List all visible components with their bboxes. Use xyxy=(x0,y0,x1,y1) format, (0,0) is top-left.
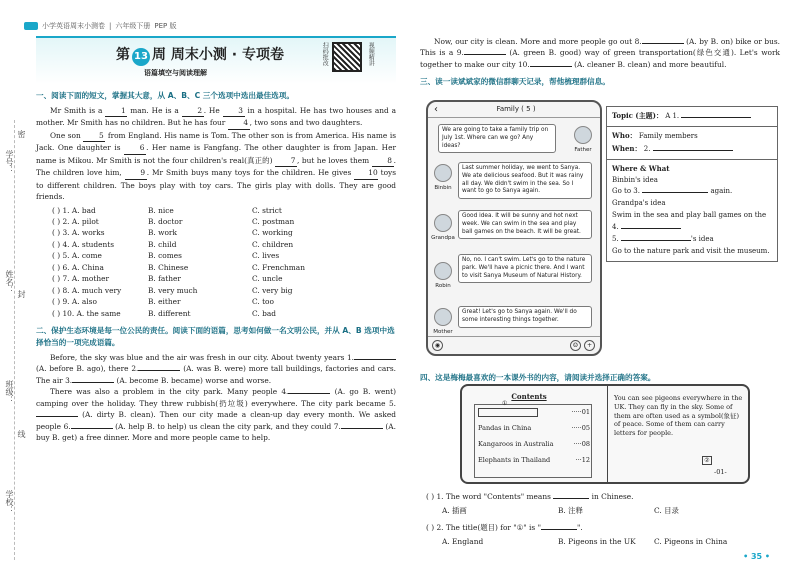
answer-blank-2[interactable] xyxy=(653,150,733,151)
blank-env-5[interactable] xyxy=(36,416,78,417)
option-a[interactable]: ( ) 8. A. much very xyxy=(52,285,122,295)
avatar xyxy=(434,308,452,326)
blank-8[interactable]: 8 xyxy=(372,155,394,167)
option-b[interactable]: B. father xyxy=(148,274,181,284)
blank-9[interactable]: 9 xyxy=(125,167,147,179)
chat-header xyxy=(428,102,600,118)
circle-2-label: ② xyxy=(702,456,712,465)
video-label: 视频精讲 xyxy=(367,42,375,66)
student-id-label: 学号： xyxy=(5,150,14,174)
chat-message: We are going to take a family trip on July 1st. Where can we go? Any ideas? xyxy=(438,124,556,153)
scan-label: 扫码批改 xyxy=(321,42,329,66)
blank-5[interactable]: 5 xyxy=(83,130,105,142)
blank-4[interactable]: 4 xyxy=(228,117,250,129)
week-badge: 13 xyxy=(132,48,150,66)
answer-blank-5[interactable] xyxy=(621,240,691,241)
passage1-para2: One son 5 from England. His name is Tom. The other son is from America. His name is Jack. One daughter is 6 . Her name is Fangfang. The other daughter is from Japan. Her name is Mikou. Mr Smith is not the four children's real(真正的) 7 , but he loves them 8 . The children love him, 9 . Mr Smith buys many toys for the children. He gives 10 toys to different children. The boys play with toy cars. The girls play with dolls. They are good friends. xyxy=(36,130,396,202)
option-a[interactable]: ( ) 10. A. the same xyxy=(52,308,121,318)
page-number: • 35 • xyxy=(743,552,770,561)
voice-icon[interactable]: ◉ xyxy=(432,340,443,351)
option-b[interactable]: B. nice xyxy=(148,205,174,215)
book-page-text: You can see pigeons everywhere in the UK. They can fly in the sky. Some of them are often used as a symbol(象征) of peace. Some of them can carry letters for people. xyxy=(614,394,743,438)
section4-questions xyxy=(426,492,786,546)
blank-env-4[interactable] xyxy=(288,393,330,394)
chat-message: No, no. I can't swim. Let's go to the nature park. We'll have a picnic there. And I want to visit Sanya Museum of Natural History. xyxy=(458,254,592,283)
name-label: 姓名： xyxy=(5,270,14,294)
blank-env-1[interactable] xyxy=(354,359,396,360)
avatar-name: Robin xyxy=(435,283,451,289)
info-table xyxy=(606,106,778,262)
option-c[interactable]: C. lives xyxy=(252,251,280,261)
book-page-number: -01- xyxy=(714,468,727,476)
qr-code-icon[interactable] xyxy=(332,42,362,72)
option-a[interactable]: ( ) 6. A. China xyxy=(52,262,104,272)
right-page xyxy=(420,36,780,566)
option-c[interactable]: C. postman xyxy=(252,216,295,226)
who-when-row: Who： Family members When： 2. xyxy=(607,127,777,160)
chat-message: Great! Let's go to Sanya again. We'll do some interesting things together. xyxy=(458,306,592,328)
avatar xyxy=(434,164,452,182)
book-spine xyxy=(607,386,608,482)
chat-title: Family ( 5 ) xyxy=(496,105,536,114)
avatar-name: Grandpa xyxy=(431,235,455,241)
blank-env-3[interactable] xyxy=(72,382,114,383)
option-a[interactable]: ( ) 4. A. students xyxy=(52,239,115,249)
avatar xyxy=(434,214,452,232)
passage2-para1: Before, the sky was blue and the air was fresh in our city. About twenty years 1. (A. before B. ago), there 2. (A. was B. were) more tall buildings, factories and cars. The air 3. (A. become B. became) worse and worse. xyxy=(36,352,396,385)
passage2-para2: There was also a problem in the city park. Many people 4. (A. go B. went) camping over the holiday. They threw rubbish(扔垃圾) everywhere. The city park became 5. (A. dirty B. clean). Then our city made a clean-up day every month. We asked people 6. (A. help B. to help) us clean the city park, and they could 7. (A. buy B. get) a free dinner. More and more people came to help. xyxy=(36,387,396,443)
contents-title: Contents xyxy=(511,392,547,401)
option-c[interactable]: C. strict xyxy=(252,205,282,215)
passage2-para3: Now, our city is clean. More and more people go out 8. (A. by B. on) bike or bus. This is a 9. (A. green B. good) way of green transportation(绿色交通). Let's work together to make our city 10. (A. cleaner B. clean) and more beautiful. xyxy=(420,37,780,69)
cut-line xyxy=(14,120,15,560)
option-a[interactable]: ( ) 2. A. pilot xyxy=(52,216,99,226)
question-1-blank[interactable] xyxy=(553,498,589,499)
answer-blank-4[interactable] xyxy=(621,228,681,229)
option-c[interactable]: C. children xyxy=(252,239,294,249)
series-label: 小学英语周末小测卷 xyxy=(42,22,105,30)
blank-env-6[interactable] xyxy=(71,428,113,429)
blank-3[interactable]: 3 xyxy=(223,105,245,117)
blank-7[interactable]: 7 xyxy=(275,155,297,167)
blank-env-8[interactable] xyxy=(642,43,684,44)
answer-blank-3[interactable] xyxy=(642,192,708,193)
seal-label: 线 xyxy=(17,430,26,438)
edition-label: PEP 版 xyxy=(154,22,177,30)
seal-label: 封 xyxy=(17,290,26,298)
chat-message: Last summer holiday, we went to Sanya. We ate delicious seafood. But it was rainy all day. We didn't swim in the sea. So I want to go to Sanya again. xyxy=(458,162,592,199)
grade-label: 六年级下册 xyxy=(115,22,151,30)
option-a[interactable]: ( ) 9. A. also xyxy=(52,297,97,307)
question-2-blank[interactable] xyxy=(541,529,577,530)
brand-logo-icon xyxy=(24,22,38,30)
contents-row: ·····01 xyxy=(478,408,590,417)
section2-title: 二、保护生态环境是每一位公民的责任。阅读下面的语篇，思考如何做一名文明公民，并从 A、B 选项中选择恰当的一项完成语篇。 xyxy=(36,326,395,347)
avatar-name: Father xyxy=(574,147,592,153)
question-2-options xyxy=(426,537,786,546)
section3-title: 三、读一读斌斌家的微信群聊天记录，帮他梳理群信息。 xyxy=(420,77,610,87)
header-strip: 小学英语周末小测卷 | 六年级下册 PEP 版 xyxy=(24,20,176,32)
topic-row: Topic (主题)： A 1. xyxy=(607,107,777,127)
passage1-para1: Mr Smith is a 1 man. He is a 2 . He 3 in a hospital. He has two houses and a mother. Mr Smith has no children. But he has four 4 , two sons and two daughters. xyxy=(36,105,396,130)
option-c[interactable]: C. 目录 xyxy=(654,506,679,515)
plus-icon[interactable]: + xyxy=(584,340,595,351)
option-b[interactable]: B. doctor xyxy=(148,216,183,226)
option-a[interactable]: ( ) 1. A. bad xyxy=(52,205,96,215)
blank-env-7[interactable] xyxy=(341,428,383,429)
blank-title-box xyxy=(478,408,538,417)
school-label: 学校： xyxy=(5,490,14,514)
question-2: ( ) 2. The title(题目) for "①" is " ". xyxy=(426,523,583,532)
book-illustration xyxy=(460,384,750,484)
option-c[interactable]: C. very big xyxy=(252,285,293,295)
contents-row: Pandas in China ·····05 xyxy=(478,424,590,432)
section4-title: 四、这是梅梅最喜欢的一本课外书的内容，请阅读并选择正确的答案。 xyxy=(420,373,656,382)
circle-1-label: ① xyxy=(502,400,508,407)
option-c[interactable]: C. uncle xyxy=(252,274,283,284)
option-b[interactable]: B. work xyxy=(148,228,177,238)
option-a[interactable]: A. England xyxy=(442,537,484,546)
options-grid xyxy=(36,205,396,320)
left-page xyxy=(36,36,396,566)
option-b[interactable]: B. Pigeons in the UK xyxy=(558,537,636,546)
contents-row: Kangaroos in Australia ····08 xyxy=(478,440,590,448)
option-a[interactable]: A. 插画 xyxy=(442,506,467,515)
avatar xyxy=(574,126,592,144)
question-1-options xyxy=(426,505,786,516)
blank-6[interactable]: 6 xyxy=(124,142,146,154)
option-b[interactable]: B. different xyxy=(148,308,191,318)
question-1: ( ) 1. The word "Contents" means in Chinese. xyxy=(426,492,634,501)
answer-blank-1[interactable] xyxy=(681,117,751,118)
blank-2[interactable]: 2 xyxy=(182,105,204,117)
back-chevron-icon[interactable]: ‹ xyxy=(434,103,438,115)
option-b[interactable]: B. 注释 xyxy=(558,506,583,515)
banner-subtitle: 语篇填空与阅读理解 xyxy=(144,69,207,77)
blank-env-10[interactable] xyxy=(530,66,572,67)
option-c[interactable]: C. Frenchman xyxy=(252,262,305,272)
option-b[interactable]: B. Chinese xyxy=(148,262,189,272)
where-what-row: Where & What Binbin's idea Go to 3. again. Grandpa's idea Swim in the sea and play ball games on the 4. 5. 's idea Go to the nature park and visit the museum. xyxy=(612,163,770,255)
chat-input-bar[interactable] xyxy=(428,336,600,354)
class-label: 班级： xyxy=(5,380,14,404)
banner-title: 第 13 周 周末小测 · 专项卷 xyxy=(116,45,284,67)
option-b[interactable]: B. child xyxy=(148,239,177,249)
option-c[interactable]: C. too xyxy=(252,297,274,307)
option-b[interactable]: B. either xyxy=(148,297,181,307)
option-c[interactable]: C. working xyxy=(252,228,293,238)
blank-1[interactable]: 1 xyxy=(105,105,127,117)
option-a[interactable]: ( ) 3. A. works xyxy=(52,228,105,238)
section1-title: 一、阅读下面的短文，掌握其大意，从 A、B、C 三个选项中选出最佳选项。 xyxy=(36,91,294,100)
blank-env-9[interactable] xyxy=(464,54,506,55)
seal-label: 密 xyxy=(17,130,26,138)
avatar-name: Mother xyxy=(433,329,453,335)
contents-row: Elephants in Thailand ···12 xyxy=(478,456,590,464)
option-b[interactable]: B. very much xyxy=(148,285,198,295)
chat-message: Good idea. It will be sunny and hot next week. We can swim in the sea and play ball games on the beach. It will be great. xyxy=(458,210,592,239)
option-b[interactable]: B. comes xyxy=(148,251,182,261)
blank-env-2[interactable] xyxy=(138,370,180,371)
binding-margin xyxy=(0,0,26,576)
option-a[interactable]: ( ) 7. A. mother xyxy=(52,274,109,284)
avatar xyxy=(434,262,452,280)
wechat-window xyxy=(426,100,602,356)
option-c[interactable]: C. Pigeons in China xyxy=(654,537,728,546)
option-a[interactable]: ( ) 5. A. come xyxy=(52,251,102,261)
blank-10[interactable]: 10 xyxy=(354,167,377,179)
avatar-name: Binbin xyxy=(434,185,452,191)
page-banner xyxy=(36,36,396,84)
option-c[interactable]: C. bad xyxy=(252,308,276,318)
emoji-icon[interactable]: ☺ xyxy=(570,340,581,351)
